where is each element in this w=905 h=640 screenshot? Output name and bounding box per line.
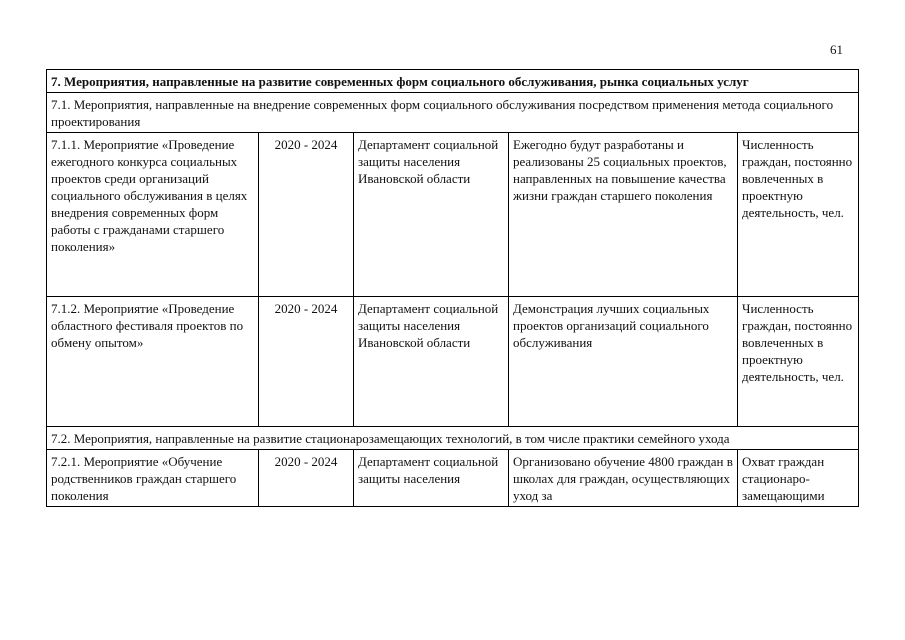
page-number: 61 <box>830 42 843 57</box>
executor-cell: Департамент социальной защиты населения Ивановской области <box>354 297 509 427</box>
subsection-7-2: 7.2. Мероприятия, направленные на развитие стационарозамещающих технологий, в том числе практики семейного ухода <box>47 427 859 450</box>
result-cell: Демонстрация лучших социальных проектов организаций социального обслуживания <box>509 297 738 427</box>
executor-cell: Департамент социальной защиты населения Ивановской области <box>354 133 509 297</box>
table-row <box>47 133 859 297</box>
executor-cell: Департамент социальной защиты населения <box>354 450 509 507</box>
table-row <box>47 297 859 427</box>
result-cell: Ежегодно будут разработаны и реализованы 25 социальных проектов, направленных на повышение качества жизни граждан старшего поколения <box>509 133 738 297</box>
table-row <box>47 450 859 507</box>
subsection-7-1: 7.1. Мероприятия, направленные на внедрение современных форм социального обслуживания посредством применения метода социального проектирования <box>47 93 859 133</box>
indicator-cell: Численность граждан, постоянно вовлеченных в проектную деятельность, чел. <box>738 297 859 427</box>
event-cell: 7.1.1. Мероприятие «Проведение ежегодного конкурса социальных проектов среди организаций социального обслуживания в целях внедрения современных форм работы с гражданами старшего поколения» <box>47 133 259 297</box>
period-cell: 2020 - 2024 <box>259 297 354 427</box>
event-cell: 7.2.1. Мероприятие «Обучение родственников граждан старшего поколения <box>47 450 259 507</box>
events-table <box>46 69 859 507</box>
indicator-cell: Охват граждан стационаро-замещающими <box>738 450 859 507</box>
subsection-row <box>47 93 859 133</box>
indicator-cell: Численность граждан, постоянно вовлеченных в проектную деятельность, чел. <box>738 133 859 297</box>
period-cell: 2020 - 2024 <box>259 133 354 297</box>
section-heading-row <box>47 70 859 93</box>
subsection-row <box>47 427 859 450</box>
section-heading: 7. Мероприятия, направленные на развитие современных форм социального обслуживания, рынка социальных услуг <box>47 70 859 93</box>
event-cell: 7.1.2. Мероприятие «Проведение областного фестиваля проектов по обмену опытом» <box>47 297 259 427</box>
period-cell: 2020 - 2024 <box>259 450 354 507</box>
result-cell: Организовано обучение 4800 граждан в школах для граждан, осуществляющих уход за <box>509 450 738 507</box>
